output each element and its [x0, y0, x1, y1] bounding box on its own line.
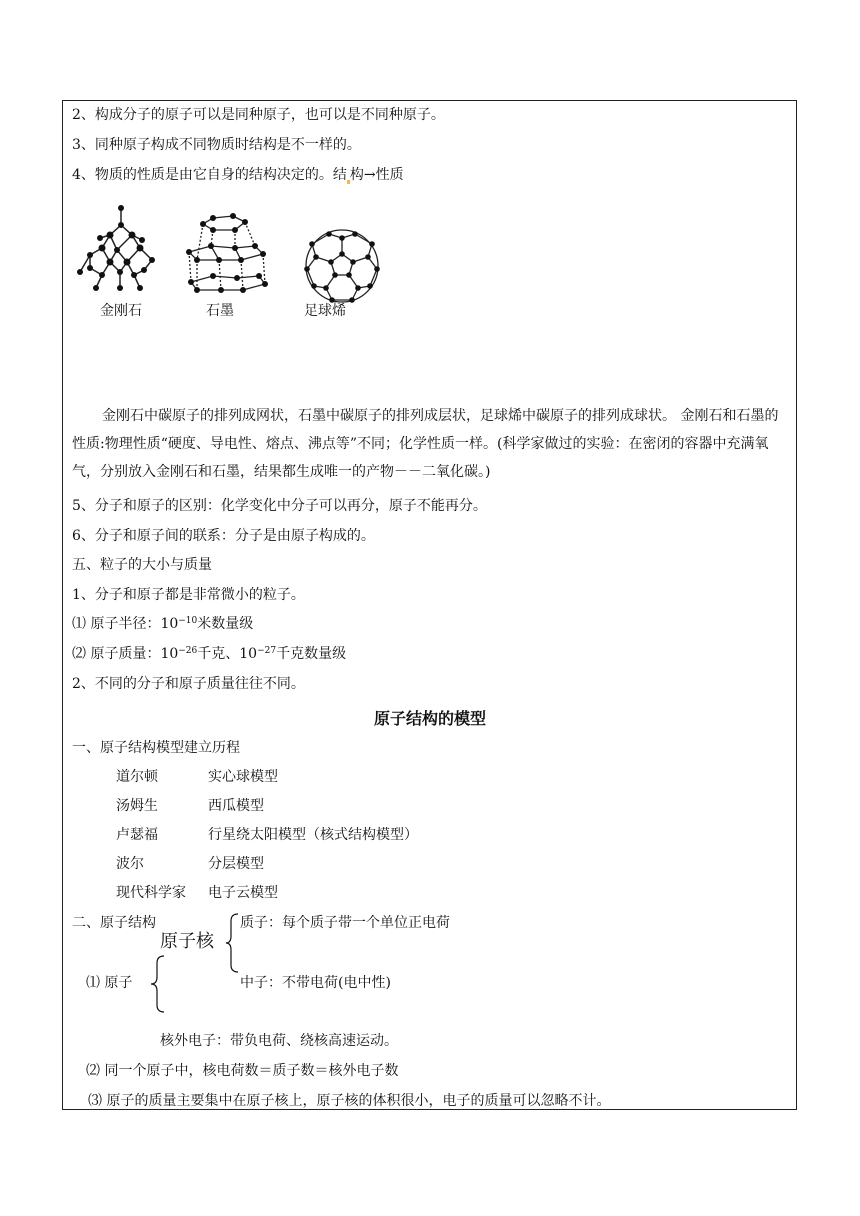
statement-2: 2、构成分子的原子可以是同种原子，也可以是不同种原子。 — [72, 107, 445, 123]
radius-unit: 米数量级 — [197, 616, 254, 632]
neutron-description: 中子：不带电荷(电中性) — [240, 975, 391, 991]
mass-exponent-2: −27 — [257, 646, 277, 656]
graphite-structure-image — [183, 210, 269, 298]
statement-4-part-b: 构→性质 — [349, 167, 404, 183]
history-model: 电子云模型 — [208, 885, 278, 901]
history-model: 行星绕太阳模型（核式结构模型） — [208, 827, 418, 843]
radius-exponent: −10 — [178, 616, 198, 626]
radius-prefix: ⑴ 原子半径：10 — [72, 616, 179, 632]
statement-3: 3、同种原子构成不同物质时结构是不一样的。 — [72, 137, 361, 153]
diamond-structure-image — [72, 200, 162, 300]
atom-label: ⑴ 原子 — [86, 975, 133, 991]
mass-prefix: ⑵ 原子质量：10 — [72, 646, 179, 662]
mass-unit: 千克数量级 — [276, 646, 347, 662]
size-statement-1: 1、分子和原子都是非常微小的粒子。 — [72, 587, 305, 603]
history-scientist: 卢瑟福 — [116, 827, 158, 843]
nucleus-label: 原子核 — [160, 931, 214, 952]
statement-6: 6、分子和原子间的联系：分子是由原子构成的。 — [72, 528, 375, 544]
nucleus-brace — [224, 912, 240, 974]
history-heading: 一、原子结构模型建立历程 — [72, 740, 240, 756]
buckyball-structure-image — [302, 226, 382, 306]
structure-heading: 二、原子结构 — [72, 915, 156, 931]
electron-description: 核外电子：带负电荷、绕核高速运动。 — [160, 1033, 398, 1049]
caption-diamond: 金刚石 — [100, 303, 142, 319]
statement-4 — [72, 166, 404, 184]
statement-4-part-a: 4、物质的性质是由它自身的结构决定的。结 — [72, 167, 347, 183]
content-table-cell — [62, 100, 797, 1110]
size-statement-2: 2、不同的分子和原子质量往往不同。 — [72, 676, 305, 692]
atomic-radius-line — [72, 615, 253, 633]
mass-exponent-1: −26 — [178, 646, 198, 656]
structure-statement-3: ⑶ 原子的质量主要集中在原子核上，原子核的体积很小，电子的质量可以忽略不计。 — [88, 1093, 611, 1109]
history-scientist: 汤姆生 — [116, 798, 158, 814]
proton-description: 质子：每个质子带一个单位正电荷 — [240, 915, 450, 931]
history-model: 实心球模型 — [208, 769, 278, 785]
caption-graphite: 石墨 — [206, 303, 234, 319]
history-model: 西瓜模型 — [208, 798, 264, 814]
statement-5: 5、分子和原子的区别：化学变化中分子可以再分，原子不能再分。 — [72, 498, 487, 514]
mass-middle: 千克、10 — [197, 646, 258, 662]
section-5-heading: 五、粒子的大小与质量 — [72, 557, 212, 573]
history-scientist: 道尔顿 — [116, 769, 158, 785]
section-title: 原子结构的模型 — [373, 709, 486, 728]
history-model: 分层模型 — [208, 856, 264, 872]
history-scientist: 波尔 — [116, 856, 144, 872]
structure-paragraph: 金刚石中碳原子的排列成网状，石墨中碳原子的排列成层状，足球烯中碳原子的排列成球状。 金刚石和石墨的性质:物理性质“硬度、导电性、熔点、沸点等”不同；化学性质一样。(科学家做过的实验：在密闭的容器中充满氧气，分别放入金刚石和石墨，结果都生成唯一的产物－－二氧化碳。) — [72, 408, 779, 480]
caption-buckyball: 足球烯 — [304, 303, 346, 319]
history-scientist: 现代科学家 — [116, 885, 186, 901]
atomic-mass-line — [72, 645, 346, 663]
structure-statement-2: ⑵ 同一个原子中，核电荷数＝质子数＝核外电子数 — [86, 1063, 399, 1079]
atom-brace — [148, 954, 166, 1014]
